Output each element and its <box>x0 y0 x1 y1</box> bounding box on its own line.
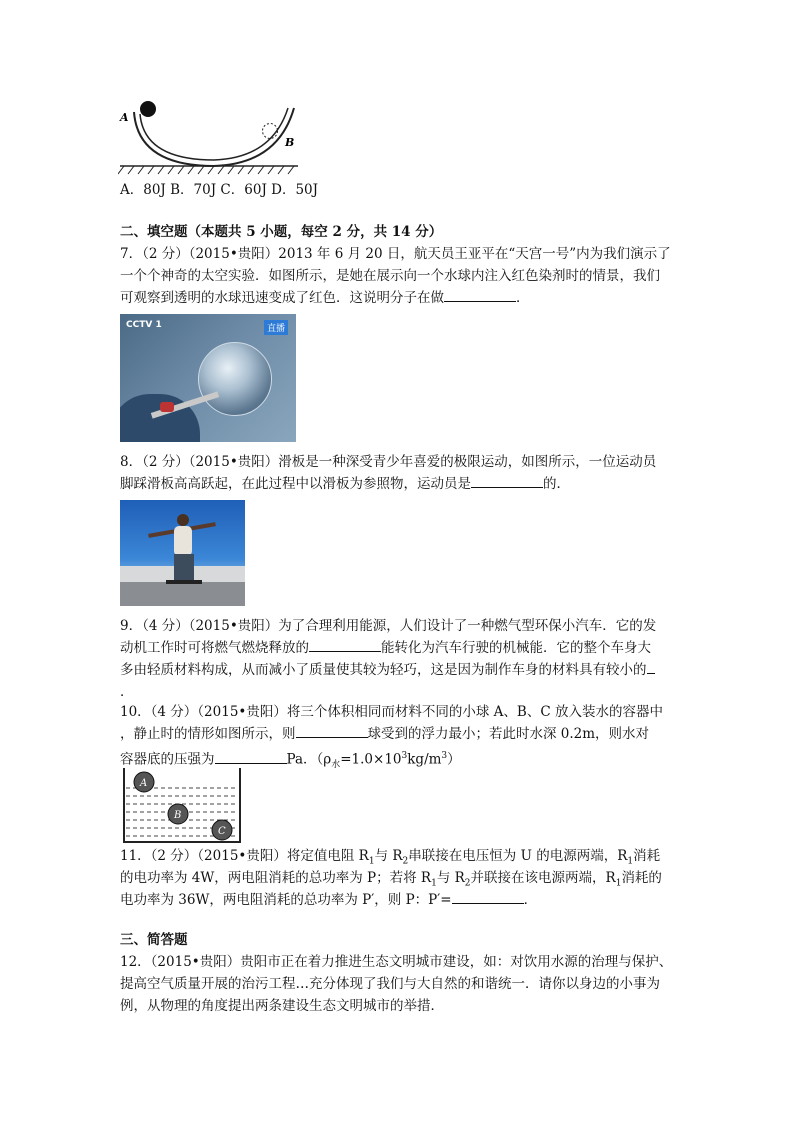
q8-text: 脚踩滑板高高跃起，在此过程中以滑板为参照物，运动员是 <box>120 476 471 492</box>
water-ball <box>198 342 272 416</box>
q7-end: ． <box>516 290 530 306</box>
red-dye-icon <box>160 402 174 412</box>
section3-title: 三、简答题 <box>120 932 188 948</box>
q8-line2 <box>120 474 570 494</box>
ramp <box>120 582 245 606</box>
q9-line4: ． <box>120 684 134 700</box>
q10-line2 <box>120 724 649 744</box>
q11-t10: ． <box>523 892 538 908</box>
q10-answer-blank-1[interactable] <box>296 724 368 738</box>
q12-line2: 提高空气质量开展的治污工程…充分体现了我们与大自然的和谐统一．请你以身边的小事为 <box>120 976 660 992</box>
skater-legs <box>174 554 194 580</box>
q11-line3 <box>120 890 537 910</box>
q7-text: 可观察到透明的水球迅速变成了红色．这说明分子在做 <box>120 290 444 306</box>
q9-line2 <box>120 638 651 658</box>
ball-b-label: B <box>174 810 182 821</box>
q11-t7: 并联接在该电源两端，R <box>470 870 616 886</box>
q7-line1: 7．（2 分）（2015•贵阳）2013 年 6 月 20 日，航天员王亚平在“天宫一号”内为我们演示了 <box>120 246 671 262</box>
ball-a-label: A <box>140 778 148 789</box>
container-balls-figure <box>120 766 244 844</box>
q10-text-e: =1.0×10 <box>340 751 402 768</box>
ground-hatching <box>118 166 298 174</box>
skateboarder-photo <box>120 500 245 606</box>
q10-text-d: Pa．（ρ <box>286 751 332 768</box>
q7-line2: 一个个神奇的太空实验．如图所示，是她在展示向一个水球内注入红色染剂时的情景，我们 <box>120 268 660 284</box>
q10-text-a: ，静止时的情形如图所示，则 <box>120 726 296 742</box>
q11-s6: 1 <box>615 878 622 889</box>
q11-t8: 消耗的 <box>621 870 662 886</box>
q11-t6: 与 R <box>436 870 465 886</box>
q11-s2: 2 <box>402 856 409 867</box>
q11-answer-blank[interactable] <box>452 890 524 904</box>
q8-line1: 8．（2 分）（2015•贵阳）滑板是一种深受青少年喜爱的极限运动，如图所示，一位运动员 <box>120 454 657 470</box>
q9-text-a: 动机工作时可将燃气燃烧释放的 <box>120 640 309 656</box>
q11-s1: 1 <box>368 856 375 867</box>
q11-t4: 消耗 <box>633 848 661 864</box>
q8-answer-blank[interactable] <box>471 474 543 488</box>
q10-text-b: 球受到的浮力最小；若此时水深 0.2m，则水对 <box>367 726 650 742</box>
q7-line3 <box>120 288 530 308</box>
skateboard <box>166 580 202 584</box>
track-inner <box>140 108 288 160</box>
q9-text-c: 多由轻质材料构成，从而减小了质量使其较为轻巧，这是因为制作车身的材料具有较小的 <box>120 662 647 678</box>
q9-text-b: 能转化为汽车行驶的机械能．它的整个车身大 <box>381 640 651 656</box>
q9-line3 <box>120 660 655 680</box>
q7-answer-blank[interactable] <box>444 288 516 302</box>
q10-text-c: 容器底的压强为 <box>120 751 215 768</box>
cctv-logo: CCTV 1 <box>126 320 162 330</box>
curved-track-figure <box>118 96 302 178</box>
q10-line1: 10．（4 分）（2015•贵阳）将三个体积相同而材料不同的小球 A、B、C 放入装水的容器中 <box>120 704 663 720</box>
q12-line3: 例，从物理的角度提出两条建设生态文明城市的举措． <box>120 998 444 1014</box>
q11-s5: 2 <box>464 878 471 889</box>
ball-start <box>140 101 156 117</box>
track-outer <box>134 108 294 166</box>
q11-t2: 与 R <box>374 848 403 864</box>
ball-end <box>263 124 278 139</box>
q10-sub: 水 <box>331 760 341 771</box>
q6-options: A．80J B．70J C．60J D．50J <box>120 182 319 198</box>
q8-end: 的． <box>543 476 570 492</box>
q11-s4: 1 <box>431 878 437 889</box>
q12-line1: 12．（2015•贵阳）贵阳市正在着力推进生态文明城市建设，如：对饮用水源的治理与保护、 <box>120 954 673 970</box>
q10-sup2: 3 <box>441 751 448 761</box>
live-badge: 直播 <box>264 320 288 335</box>
space-water-ball-photo <box>120 314 296 442</box>
q11-t1: 11．（2 分）（2015•贵阳）将定值电阻 R <box>120 848 369 864</box>
section2-title: 二、填空题（本题共 5 小题，每空 2 分，共 14 分） <box>120 224 443 240</box>
skater-head <box>177 514 189 526</box>
q10-text-g: ） <box>447 751 461 768</box>
q9-line1: 9．（4 分）（2015•贵阳）为了合理利用能源，人们设计了一种燃气型环保小汽车．它的发 <box>120 618 657 634</box>
q11-t3: 串联接在电压恒为 U 的电源两端，R <box>408 848 628 864</box>
q11-s3: 1 <box>627 856 634 867</box>
q9-answer-blank-2[interactable] <box>647 660 655 674</box>
q10-sup: 3 <box>401 751 408 761</box>
label-b: B <box>285 136 295 149</box>
q11-t9: 电功率为 36W，两电阻消耗的总功率为 P′，则 P：P′= <box>120 892 452 908</box>
ball-c-label: C <box>218 826 226 837</box>
q10-text-f: kg/m <box>407 751 442 768</box>
q9-answer-blank-1[interactable] <box>309 638 381 652</box>
skater-body <box>174 526 192 556</box>
q10-answer-blank-2[interactable] <box>215 750 287 764</box>
label-a: A <box>120 111 129 124</box>
q11-t5: 的电功率为 4W，两电阻消耗的总功率为 P；若将 R <box>120 870 432 886</box>
